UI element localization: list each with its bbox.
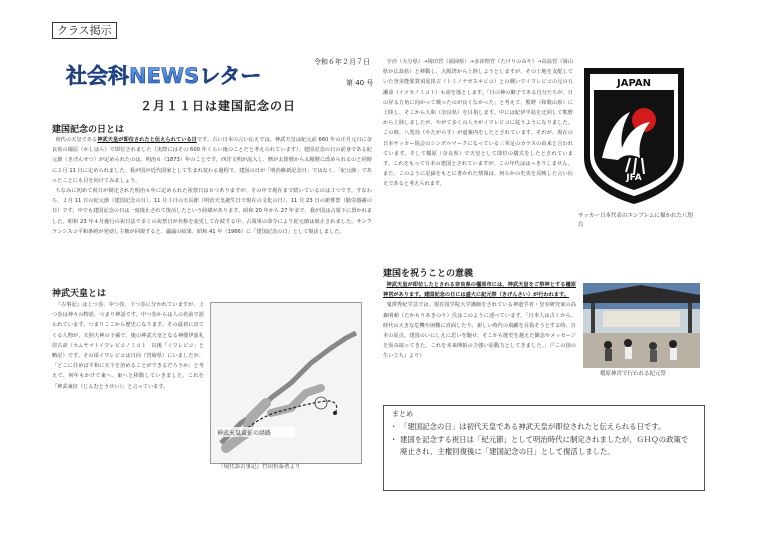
section-heading-about-day: 建国記念の日とは — [52, 125, 125, 135]
section-heading-significance: 建国を祝うことの意義 — [383, 269, 474, 279]
logo-caption: サッカー日本代表のエンブレムに描かれた八咫烏 — [578, 213, 693, 228]
issue-date: 令和６年２月７日 — [314, 58, 370, 66]
significance-highlight: 神武天皇が即位したとされる奈良県の橿原市には、神武天皇をご祭神とする橿原神宮があります。建国記念の日には盛大に紀元祭（きげんさい）が行われます。 — [383, 282, 576, 299]
summary-box — [383, 405, 705, 491]
newsletter-title — [64, 60, 264, 90]
para1-pre: 初代の天皇である — [55, 137, 98, 143]
section-significance-text — [383, 280, 576, 395]
significance-para: 鬼澤秀紀学芸では、現在国学院大学講師をされている神道学者・皇室研究家の高森明勅（たかもりあきのり）氏はこのように述べています。「日本人は古くから、時代の大きな危機や困難に直面したり、新しい時代の飛躍を目指そうとする時、日本の原点、建国のいにしえに思いを馳せ、そこから歴史を越えた観念やメッセージを汲み取ってきた。これを未来開拓の力強い原動力としてきました。」（『この国の生い立ち』より） — [383, 302, 576, 360]
summary-item: ・ 「建国記念の日」は初代天皇である神武天皇が即位されたと伝えられる日です。 — [390, 421, 695, 434]
para2: ちなみに初めて祝日が制定された明治６年に定められた祝祭日は８つありますが、その中で現在まで続いているのは３つです。すなわち、２月 11 日の紀元節（建国記念の日）、11 月３日の天長節（明治天皇誕生日で現在の文化の日）、11 月 23 日の新嘗祭（勤労感謝の日）です。中でも建国記念の日は一度廃止されて復活したという経緯があります。昭和 20 年から 27 年まで、我が国は占領下に置かれました。昭和 23 年４月施行の祝日法で多くの祝祭日が名称を変更して存続する中、占領軍の命令により紀元節は廃止されました。サンフランシスコ平和条約が発効し主権が回復すると、議論の結果、昭和 41 年（1966）に「建国記念の日」として復活しました。 — [52, 188, 372, 235]
para1-post: です。古い日本の言い伝えでは、神武天皇は紀元前 660 年の正月元日に奈良県の橿原（かしはら）で即位されました（実際にはその 600 年くらい後のことだと考えられています）。建国記念の日の前身である紀元節（きげんせつ）が定められたのは、明治６（1873）年のことです。西洋文明が流入し、暦が太陰暦から太陽暦に改められるのと同時に２月 11 日に定められました。我が国が近代国家として生まれ変わる過程で、建国の日が「明治維新記念日」ではなく、「紀元節」であったことにも目を向けてみましょう。 — [52, 137, 372, 184]
svg-text:社会科NEWSレター: 社会科NEWSレター — [66, 64, 262, 88]
class-tag: クラス掲示 — [52, 22, 117, 39]
summary-list — [390, 421, 695, 459]
issue-number: 第 40 号 — [346, 79, 374, 87]
headline: ２月１１日は建国記念の日 — [140, 99, 297, 113]
map-label: 神武天皇東征の経路 — [217, 430, 272, 437]
summary-item: ・ 建国を記念する祝日は「紀元節」として明治時代に制定されましたが、ＧＨＱの政策で廃止され、主権回復後に「建国記念の日」として復活しました。 — [390, 434, 695, 459]
column2-text — [383, 57, 573, 227]
jimmu-route-map — [210, 302, 362, 464]
section-about-day-para1 — [52, 135, 372, 267]
jimmu-text: 『古事記』は上つ巻、中つ巻、下つ巻に分かれていますが、上つ巻は神々の物語、つまり神話です。中つ巻からは人の名前で語られています。つまりここから歴史になります。その最初に出てくる人物が、天照大神の子孫で、後の神武天皇となる神倭伊波礼毘古命（カムヤマトイワレビコノミコト 以後「イワレビコ」と略記）です。その頃イワレビコは日向（宮崎県）にいましたが、「どこに住めば平和に天下を治めることができるだろうか」と考えて、何年もかけて東へ、東へと移動していきました。これを「神武東征（じんむとうせい）」と言っています。 — [52, 302, 204, 390]
column2-para: 宇沙（大分県）→岡田宮（福岡県）→多祁理宮（たけりのみや）→高島宮（岡山県か広島県）と移動し、大阪湾から上陸しようとしますが、その土地を支配していた登美能那賀須泥毘古（トミノナガスネビコ）との戦いでイワレビコの兄の五瀬命（イツセノミコト）も命を落とします。「日の神の御子である自分たちが、日の昇る方角に向かって戦ったのが良くなかった」と考えて、熊野（和歌山県）に上陸し、そこから大和（奈良県）を目指します。中には紀伊半島を迂回して熊野から上陸しましたが、やがて多くの人々がイワレビコに従うようになりました。この時、八咫烏（やたがらす）が道案内をしたとされています。それが、現在の日本サッカー協会のシンボルマークになっている三本足のカラスの由来と言われています。そして橿原（奈良県）で天皇として即位の儀式をしたとされています。これをもって日本の建国とされていますが、この年代ははっきりしません。また、このように記録をもとに書かれた情報は、何らかの史実を反映した言い伝えであると考えられます。 — [383, 59, 573, 188]
photo-caption: 橿原神宮で行われる紀元祭 — [600, 371, 667, 377]
svg-text:JAPAN: JAPAN — [617, 78, 651, 89]
section-jimmu-para — [52, 300, 204, 460]
summary-title: まとめ — [392, 410, 413, 418]
section-heading-jimmu: 神武天皇とは — [52, 289, 107, 299]
kigensai-photo — [583, 283, 700, 368]
para1-highlight: 神武天皇が即位されたと伝えられている日 — [97, 137, 197, 143]
svg-text:JFA: JFA — [626, 173, 642, 183]
map-caption: 『現代語古事記』竹田恒泰著より — [218, 464, 301, 470]
jfa-emblem — [578, 62, 690, 210]
